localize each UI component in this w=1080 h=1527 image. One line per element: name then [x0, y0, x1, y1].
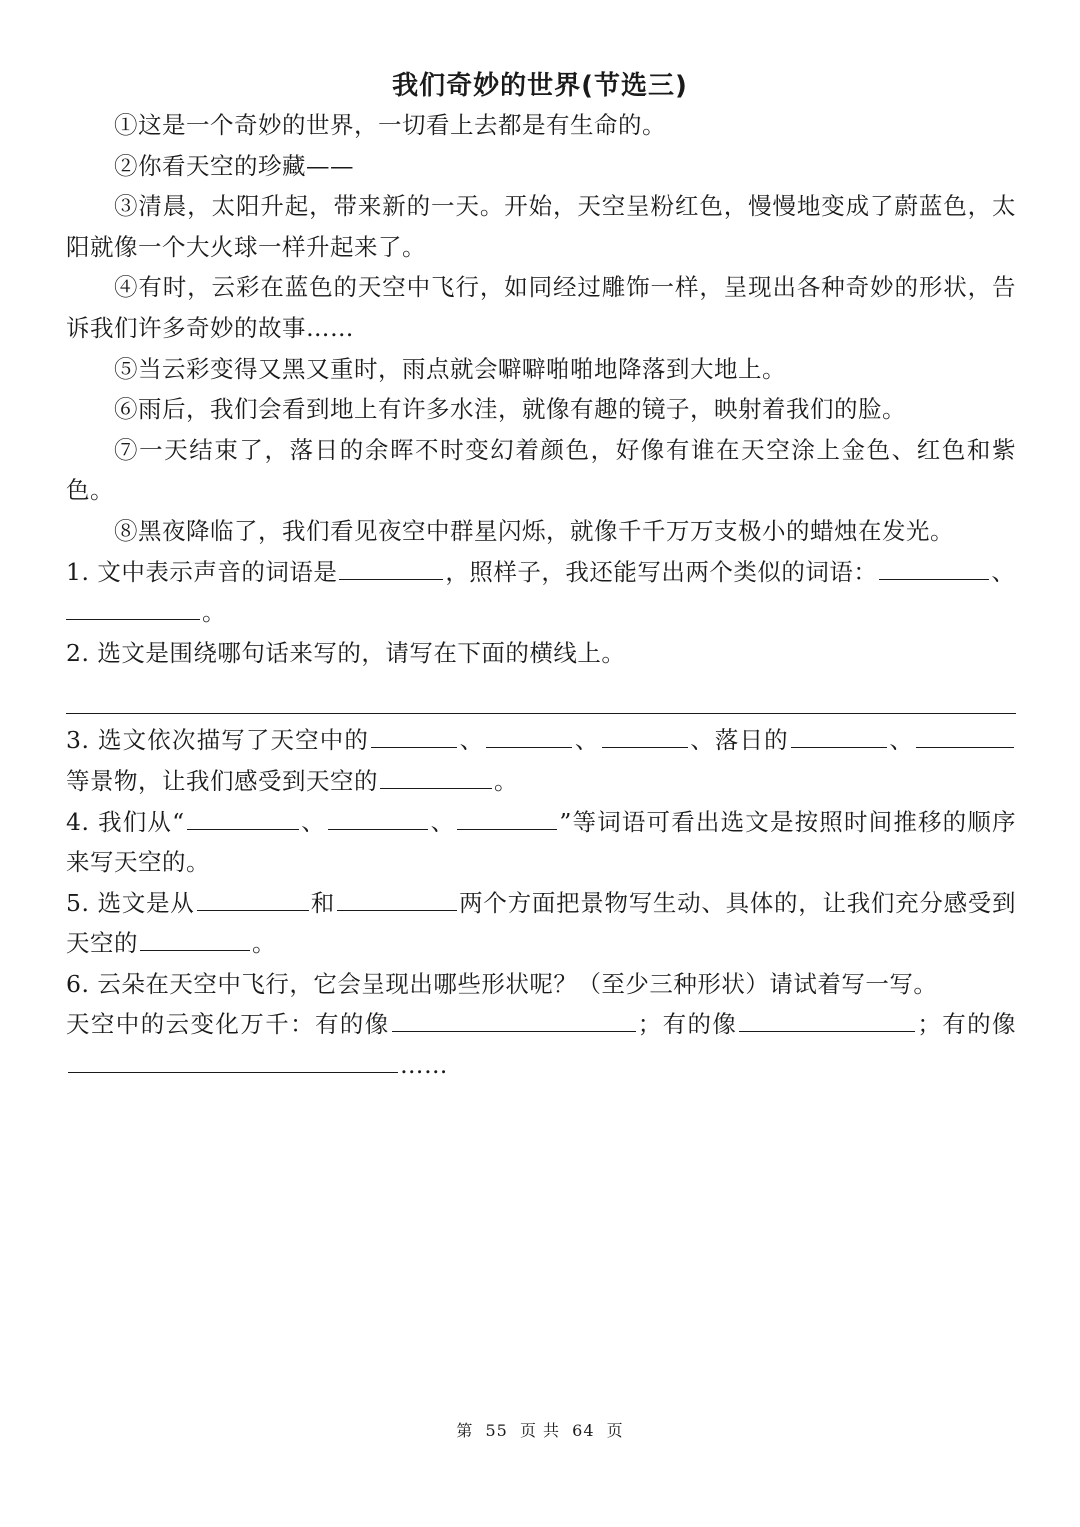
question-5-text-b: 和	[310, 888, 335, 917]
q4-blank-1[interactable]	[187, 805, 299, 830]
footer-page-number: 55	[485, 1421, 508, 1440]
question-1	[66, 552, 1016, 633]
question-1-text-b: ，照样子，我还能写出两个类似的词语：	[445, 557, 878, 586]
question-6	[66, 964, 1016, 1005]
q1-blank-1[interactable]	[339, 555, 443, 580]
question-2	[66, 633, 1016, 674]
question-3	[66, 720, 1016, 801]
question-5-text-a: 5. 选文是从	[66, 888, 195, 917]
question-6-text-a: 天空中的云变化万千：有的像	[66, 1010, 390, 1039]
question-6-text-c: ；有的像	[917, 1010, 1017, 1039]
question-4-sep-2: 、	[429, 807, 456, 836]
question-3-text-a: 3. 选文依次描写了天空中的	[66, 726, 370, 755]
q2-answer-line[interactable]	[66, 673, 1016, 714]
q4-blank-2[interactable]	[328, 805, 428, 830]
q1-blank-3[interactable]	[66, 596, 200, 621]
passage-paragraph-8: ⑧黑夜降临了，我们看见夜空中群星闪烁，就像千千万万支极小的蜡烛在发光。	[114, 516, 954, 545]
passage-paragraph-5: ⑤当云彩变得又黑又重时，雨点就会噼噼啪啪地降落到大地上。	[114, 354, 786, 383]
page-footer	[0, 1418, 1080, 1441]
question-3-sep-3: 、	[888, 726, 915, 755]
q6-blank-2[interactable]	[739, 1008, 915, 1033]
q5-blank-1[interactable]	[197, 886, 309, 911]
question-4-text-b: ”等词语可看出选文是按照时间推移的顺序来写天空的。	[66, 807, 1017, 877]
question-6-text: 6. 云朵在天空中飞行，它会呈现出哪些形状呢？（至少三种形状）请试着写一写。	[66, 969, 938, 998]
passage-paragraph-4: ④有时，云彩在蓝色的天空中飞行，如同经过雕饰一样，呈现出各种奇妙的形状，告诉我们许多奇妙的故事……	[66, 273, 1016, 342]
footer-total-pages: 64	[572, 1421, 595, 1440]
question-4-sep-1: 、	[300, 807, 326, 836]
worksheet-content	[66, 105, 1016, 1086]
passage-paragraph-1: ①这是一个奇妙的世界，一切看上去都是有生命的。	[114, 111, 666, 139]
question-1-text-d: 。	[202, 598, 226, 627]
q1-blank-2[interactable]	[879, 555, 989, 580]
q5-blank-3[interactable]	[140, 927, 250, 952]
question-5-text-c: 两个方面把景物写生动、具体的，让我们充分感受到天空的	[66, 888, 1017, 958]
q6-blank-3[interactable]	[68, 1049, 398, 1074]
q3-blank-2[interactable]	[486, 724, 572, 749]
passage-paragraph-6: ⑥雨后，我们会看到地上有许多水洼，就像有趣的镜子，映射着我们的脸。	[114, 395, 906, 424]
footer-mid: 页 共	[519, 1421, 561, 1440]
question-3-text-c: 等景物，让我们感受到天空的	[66, 766, 378, 795]
question-4-text-a: 4. 我们从“	[66, 807, 185, 836]
question-6-text-b: ；有的像	[637, 1010, 738, 1039]
question-1-text-c: 、	[991, 557, 1016, 586]
question-3-sep-1: 、	[459, 726, 485, 755]
footer-prefix: 第	[456, 1421, 474, 1440]
question-1-text-a: 1. 文中表示声音的词语是	[66, 557, 338, 586]
q3-blank-4[interactable]	[791, 724, 887, 749]
question-3-sep-2: 、	[574, 726, 600, 755]
question-5-text-d: 。	[252, 929, 276, 958]
q4-blank-3[interactable]	[457, 805, 557, 830]
footer-suffix: 页	[606, 1421, 624, 1440]
q3-blank-1[interactable]	[371, 724, 457, 749]
question-6-answer	[66, 1004, 1016, 1085]
q6-blank-1[interactable]	[392, 1008, 636, 1033]
question-3-text-b: 、落日的	[689, 726, 789, 755]
q3-blank-3[interactable]	[602, 724, 688, 749]
question-6-text-d: ……	[400, 1051, 448, 1080]
question-4	[66, 802, 1016, 883]
question-2-text: 2. 选文是围绕哪句话来写的，请写在下面的横线上。	[66, 638, 626, 667]
passage-paragraph-7: ⑦一天结束了，落日的余晖不时变幻着颜色，好像有谁在天空涂上金色、红色和紫色。	[66, 435, 1016, 505]
question-5	[66, 883, 1016, 964]
passage-paragraph-2: ②你看天空的珍藏——	[114, 151, 354, 180]
q3-blank-6[interactable]	[380, 764, 492, 789]
q3-blank-5[interactable]	[916, 724, 1014, 749]
q5-blank-2[interactable]	[337, 886, 457, 911]
page-title: 我们奇妙的世界(节选三)	[392, 71, 688, 101]
passage-paragraph-3: ③清晨，太阳升起，带来新的一天。开始，天空呈粉红色，慢慢地变成了蔚蓝色，太阳就像一个大火球一样升起来了。	[66, 192, 1016, 261]
question-3-text-d: 。	[494, 766, 518, 795]
